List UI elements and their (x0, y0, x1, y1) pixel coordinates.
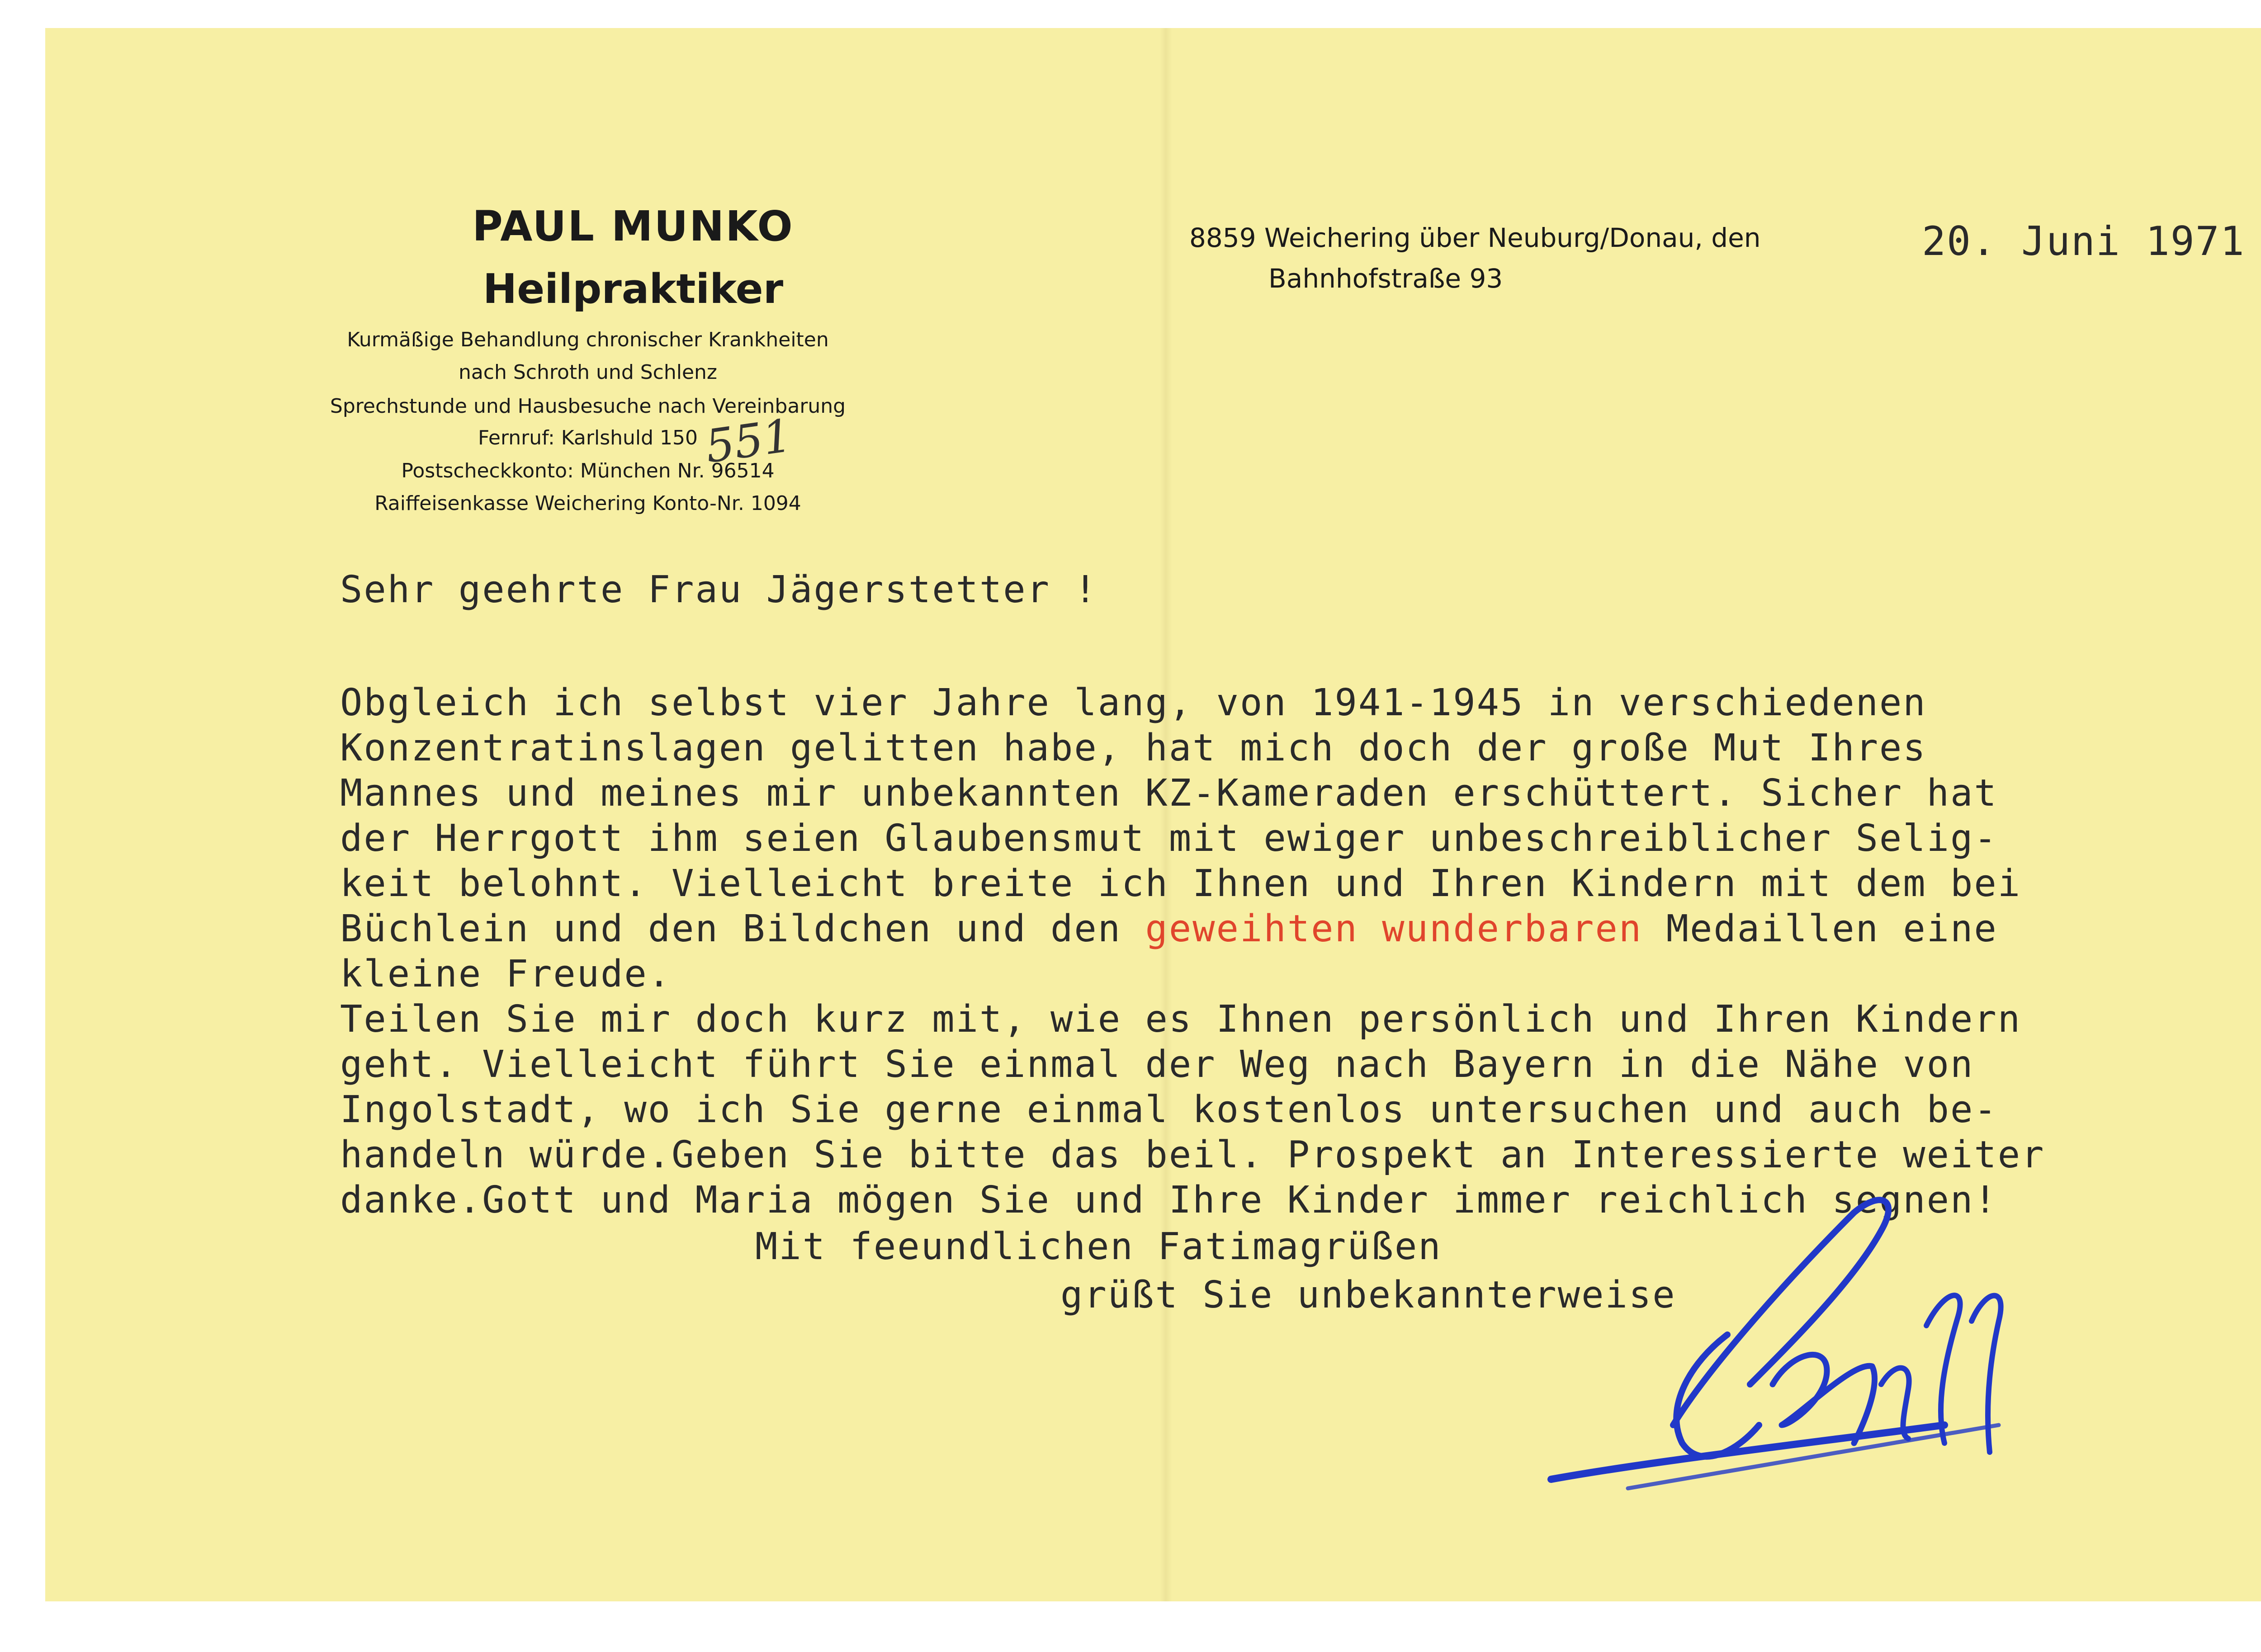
sender-address-line2: Bahnhofstraße 93 (1268, 263, 1503, 294)
sender-address-line1: 8859 Weichering über Neuburg/Donau, den (1189, 222, 1761, 253)
letterhead-name: PAUL MUNKO (472, 202, 794, 250)
letterhead-line3: Sprechstunde und Hausbesuche nach Vereinbarung (330, 395, 846, 418)
body-line-7: kleine Freude. (340, 953, 672, 996)
body-line-6-start: Büchlein und den Bildchen und den (340, 907, 1145, 950)
closing-line: grüßt Sie unbekannterweise (1060, 1274, 1676, 1317)
letterhead-line2: nach Schroth und Schlenz (458, 361, 718, 384)
letter-sheet (45, 28, 2261, 1601)
body-line-3: Mannes und meines mir unbekannten KZ-Kameraden erschüttert. Sicher hat (340, 772, 1998, 815)
body-line-6 (340, 907, 1998, 950)
letterhead-postcheck: Postscheckkonto: München Nr. 96514 (401, 459, 775, 482)
letterhead-phone: Fernruf: Karlshuld 150 (478, 426, 698, 449)
signature-scribble (1537, 1172, 2125, 1534)
red-typed-text: geweihten wunderbaren (1145, 907, 1643, 950)
body-line-6-end: Medaillen eine (1642, 907, 1998, 950)
letterhead-line1: Kurmäßige Behandlung chronischer Krankheiten (347, 328, 829, 351)
body-line-8: Teilen Sie mir doch kurz mit, wie es Ihnen persönlich und Ihren Kindern (340, 998, 2022, 1041)
body-line-1: Obgleich ich selbst vier Jahre lang, von 1941-1945 in verschiedenen (340, 681, 1927, 724)
letterhead-bank: Raiffeisenkasse Weichering Konto-Nr. 1094 (374, 492, 801, 515)
body-line-5: keit belohnt. Vielleicht breite ich Ihnen und Ihren Kindern mit dem bei (340, 862, 2022, 905)
phone-correction-handwritten: 551 (702, 409, 795, 473)
body-line-11: handeln würde.Geben Sie bitte das beil. Prospekt an Interessierte weiter (340, 1133, 2045, 1176)
body-line-4: der Herrgott ihm seien Glaubensmut mit ewiger unbeschreiblicher Selig- (340, 817, 1998, 860)
body-line-12: danke.Gott und Maria mögen Sie und Ihre Kinder immer reichlich segnen! (340, 1179, 1998, 1222)
closing-greeting: Mit feeundlichen Fatimagrüßen (755, 1225, 1442, 1268)
salutation: Sehr geehrte Frau Jägerstetter ! (340, 568, 1098, 611)
letter-date: 20. Juni 1971 (1922, 218, 2245, 264)
body-line-10: Ingolstadt, wo ich Sie gerne einmal kostenlos untersuchen und auch be- (340, 1088, 1998, 1131)
body-line-9: geht. Vielleicht führt Sie einmal der Weg nach Bayern in die Nähe von (340, 1043, 1974, 1086)
letterhead-profession: Heilpraktiker (482, 265, 784, 313)
body-line-2: Konzentratinslagen gelitten habe, hat mich doch der große Mut Ihres (340, 727, 1927, 769)
